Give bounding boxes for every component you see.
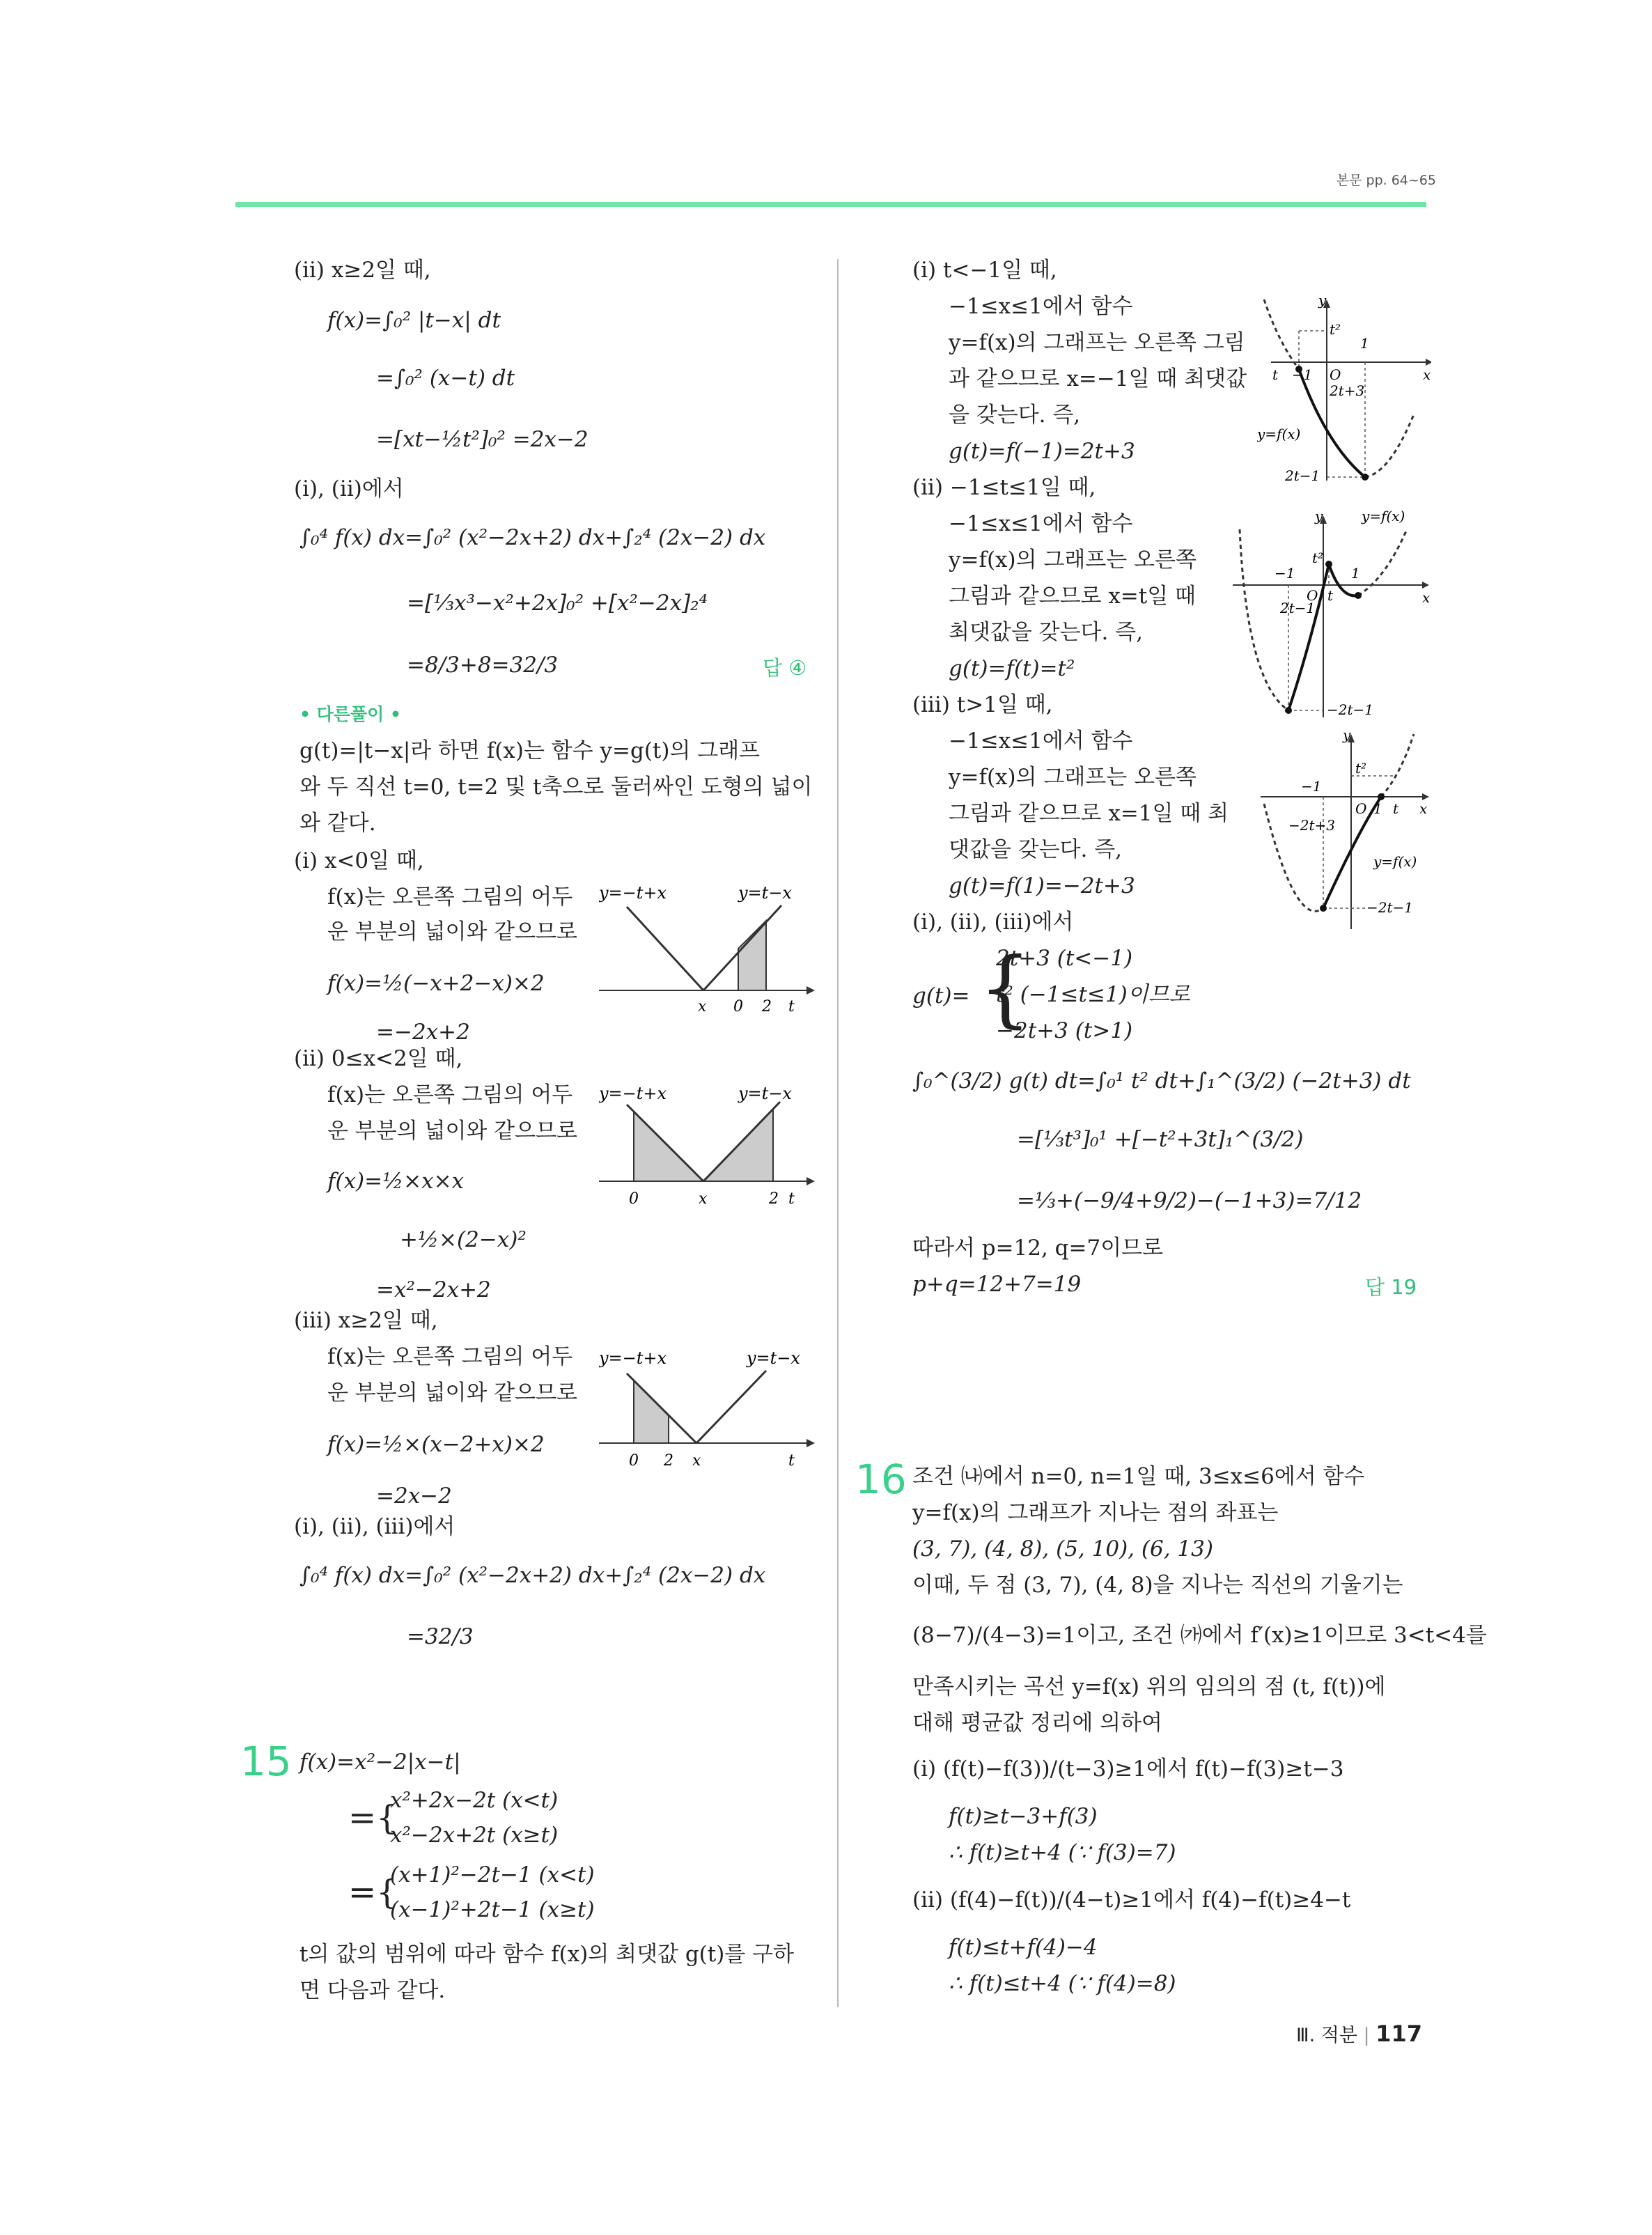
g-integral-3: =⅓+(−9/4+9/2)−(−1+3)=7/12 xyxy=(1017,1188,1362,1213)
p15-brace2: ={ xyxy=(348,1873,398,1912)
alt-case-2-b: 운 부분의 넓이와 같으므로 xyxy=(327,1119,577,1144)
svg-text:2: 2 xyxy=(769,1190,779,1208)
svg-text:t: t xyxy=(788,1190,795,1208)
r-case-3: (iii) t>1일 때, xyxy=(912,692,1053,717)
page-footer: Ⅲ. 적분 | 117 xyxy=(1295,2020,1422,2047)
p16-line6: 만족시키는 곡선 y=f(x) 위의 임의의 점 (t, f(t))에 xyxy=(912,1674,1386,1699)
r-case-3-e: g(t)=f(1)=−2t+3 xyxy=(949,873,1135,898)
p16-line3: (3, 7), (4, 8), (5, 10), (6, 13) xyxy=(912,1536,1213,1562)
alt-case-1-a: f(x)는 오른쪽 그림의 어두 xyxy=(327,885,573,910)
svg-text:t²: t² xyxy=(1355,760,1367,777)
r-case-2: (ii) −1≤t≤1일 때, xyxy=(912,475,1096,500)
case-ii-f: f(x)=∫₀² |t−x| dt xyxy=(327,308,501,333)
p15-line4: (x+1)²−2t−1 (x<t) xyxy=(390,1862,595,1887)
p16-line1: 조건 ㈏에서 n=0, n=1일 때, 3≤x≤6에서 함수 xyxy=(912,1464,1365,1489)
alt-case-2-r: =x²−2x+2 xyxy=(376,1277,491,1302)
svg-text:y=−t+x: y=−t+x xyxy=(599,1348,667,1368)
r-case-2-a: −1≤x≤1에서 함수 xyxy=(949,511,1133,536)
svg-text:y=t−x: y=t−x xyxy=(747,1348,800,1368)
r-case-2-b: y=f(x)의 그래프는 오른쪽 xyxy=(949,547,1197,573)
svg-text:t: t xyxy=(1272,366,1279,383)
alt-case-1-f: f(x)=½(−x+2−x)×2 xyxy=(327,971,545,996)
svg-text:O: O xyxy=(1307,587,1318,604)
alt-case-2-f: f(x)=½×x×x xyxy=(327,1169,465,1194)
case-ii-condition: (ii) x≥2일 때, xyxy=(294,258,431,283)
svg-text:x: x xyxy=(1419,800,1428,817)
graph-r-case-1 xyxy=(1257,293,1431,494)
alt-case-2-a: f(x)는 오른쪽 그림의 어두 xyxy=(327,1082,573,1107)
svg-text:−1: −1 xyxy=(1292,366,1313,383)
p15-line1: f(x)=x²−2|x−t| xyxy=(299,1750,461,1775)
p15-line2: x²+2x−2t (x<t) xyxy=(390,1788,559,1813)
integral-line3: =8/3+8=32/3 xyxy=(407,653,559,678)
p15-brace1: ={ xyxy=(348,1798,398,1837)
p16-line8: (i) (f(t)−f(3))/(t−3)≥1에서 f(t)−f(3)≥t−3 xyxy=(912,1757,1344,1782)
svg-text:−2t−1: −2t−1 xyxy=(1366,899,1414,916)
svg-text:y: y xyxy=(1318,293,1327,309)
column-divider xyxy=(837,259,839,2007)
alt-solution-title: • 다른풀이 • xyxy=(299,704,401,724)
graph-r-case-2 xyxy=(1226,508,1435,724)
svg-text:O: O xyxy=(1355,800,1367,817)
graph-r-case-3 xyxy=(1254,727,1435,936)
g-integral-1: ∫₀^(3/2) g(t) dt=∫₀¹ t² dt+∫₁^(3/2) (−2t+3) dt xyxy=(912,1068,1411,1093)
svg-text:2t−1: 2t−1 xyxy=(1280,600,1316,616)
footer-section: Ⅲ. 적분 xyxy=(1295,2025,1357,2046)
svg-text:y=f(x): y=f(x) xyxy=(1362,508,1405,524)
svg-text:−1: −1 xyxy=(1301,778,1322,795)
p16-line9: f(t)≥t−3+f(3) xyxy=(949,1804,1098,1829)
svg-text:y=t−x: y=t−x xyxy=(738,883,792,903)
alt-case-3-f: f(x)=½×(x−2+x)×2 xyxy=(327,1432,545,1457)
svg-text:t: t xyxy=(1327,587,1334,604)
svg-text:−1: −1 xyxy=(1275,565,1295,582)
answer-badge-2: 답 19 xyxy=(1365,1275,1417,1299)
svg-text:y=−t+x: y=−t+x xyxy=(599,883,667,903)
g-conclusion-2: p+q=12+7=19 xyxy=(912,1272,1082,1297)
svg-text:−2t−1: −2t−1 xyxy=(1327,701,1374,718)
svg-text:t²: t² xyxy=(1312,550,1324,566)
p15-line3: x²−2x+2t (x≥t) xyxy=(390,1823,559,1848)
answer-badge: 답 ④ xyxy=(763,656,807,680)
header-rule xyxy=(235,202,1426,207)
alt-text-2: 와 두 직선 t=0, t=2 및 t축으로 둘러싸인 도형의 넓이 xyxy=(299,774,813,800)
footer-page-number: 117 xyxy=(1376,2020,1422,2047)
svg-text:1: 1 xyxy=(1351,565,1360,582)
integral-line1: ∫₀⁴ f(x) dx=∫₀² (x²−2x+2) dx+∫₂⁴ (2x−2) dx xyxy=(299,525,766,550)
svg-text:1: 1 xyxy=(1373,800,1382,817)
integral-line2: =[⅓x³−x²+2x]₀² +[x²−2x]₂⁴ xyxy=(407,591,708,616)
graph-alt-case-1 xyxy=(599,879,815,1018)
svg-text:−2t+3: −2t+3 xyxy=(1288,817,1336,834)
r-case-2-d: 최댓값을 갖는다. 즉, xyxy=(949,620,1143,645)
svg-text:x: x xyxy=(698,998,707,1015)
svg-text:x: x xyxy=(692,1452,701,1470)
svg-text:2: 2 xyxy=(664,1452,673,1470)
p16-line11: (ii) (f(4)−f(t))/(4−t)≥1에서 f(4)−f(t)≥4−t xyxy=(912,1887,1351,1913)
r-case-1-b: y=f(x)의 그래프는 오른쪽 그림 xyxy=(949,330,1245,355)
p16-line4: 이때, 두 점 (3, 7), (4, 8)을 지나는 직선의 기울기는 xyxy=(912,1573,1403,1598)
svg-text:O: O xyxy=(1330,366,1341,383)
svg-text:2t−1: 2t−1 xyxy=(1285,467,1320,484)
g-def-brace: { xyxy=(979,940,1032,1037)
problem-number-16: 16 xyxy=(855,1456,907,1503)
p16-line2: y=f(x)의 그래프가 지나는 점의 좌표는 xyxy=(912,1500,1279,1525)
svg-text:2t+3: 2t+3 xyxy=(1330,382,1365,399)
p16-line10: ∴ f(t)≥t+4 (∵ f(3)=7) xyxy=(949,1840,1176,1865)
svg-text:0: 0 xyxy=(629,1452,639,1470)
svg-text:y: y xyxy=(1343,727,1351,743)
r-case-1-e: g(t)=f(−1)=2t+3 xyxy=(949,439,1135,464)
alt-case-3: (iii) x≥2일 때, xyxy=(294,1308,438,1333)
p16-line5: (8−7)/(4−3)=1이고, 조건 ㈎에서 f′(x)≥1이므로 3<t<4를 xyxy=(912,1623,1487,1648)
r-case-1-c: 과 같으므로 x=−1일 때 최댓값 xyxy=(949,366,1247,391)
r-case-2-e: g(t)=f(t)=t² xyxy=(949,656,1075,681)
p16-line7: 대해 평균값 정리에 의하여 xyxy=(912,1711,1162,1736)
g-def-lhs: g(t)= xyxy=(912,983,970,1009)
svg-text:0: 0 xyxy=(733,998,743,1015)
r-case-3-b: y=f(x)의 그래프는 오른쪽 xyxy=(949,765,1197,790)
svg-text:1: 1 xyxy=(1360,335,1369,352)
svg-text:y=f(x): y=f(x) xyxy=(1373,853,1417,870)
alt-case-3-b: 운 부분의 넓이와 같으므로 xyxy=(327,1380,577,1405)
svg-text:t: t xyxy=(1393,800,1399,817)
r-case-2-c: 그림과 같으므로 x=t일 때 xyxy=(949,584,1196,609)
alt-case-3-r: =2x−2 xyxy=(376,1483,452,1509)
g-def-case3: −2t+3 (t>1) xyxy=(996,1018,1133,1043)
alt-case-2: (ii) 0≤x<2일 때, xyxy=(294,1046,463,1071)
graph-alt-case-3 xyxy=(599,1346,815,1485)
svg-text:x: x xyxy=(1422,589,1431,606)
g-conclusion-1: 따라서 p=12, q=7이므로 xyxy=(912,1236,1164,1261)
alt-case-3-a: f(x)는 오른쪽 그림의 어두 xyxy=(327,1344,573,1369)
problem-number-15: 15 xyxy=(240,1738,292,1785)
alt-integral-line1: ∫₀⁴ f(x) dx=∫₀² (x²−2x+2) dx+∫₂⁴ (2x−2) dx xyxy=(299,1563,766,1588)
r-case-1-a: −1≤x≤1에서 함수 xyxy=(949,294,1133,319)
cases-summary: (i), (ii)에서 xyxy=(294,476,404,501)
r-case-1: (i) t<−1일 때, xyxy=(912,258,1057,283)
alt-text-1: g(t)=|t−x|라 하면 f(x)는 함수 y=g(t)의 그래프 xyxy=(299,738,761,763)
alt-cases-summary: (i), (ii), (iii)에서 xyxy=(294,1514,455,1539)
svg-text:x: x xyxy=(1423,366,1431,383)
g-def-case2: t² (−1≤t≤1)이므로 xyxy=(996,982,1190,1007)
g-integral-2: =[⅓t³]₀¹ +[−t²+3t]₁^(3/2) xyxy=(1017,1127,1304,1152)
p16-line12: f(t)≤t+f(4)−4 xyxy=(949,1935,1098,1960)
svg-text:y: y xyxy=(1315,508,1323,524)
p15-line6: t의 값의 범위에 따라 함수 f(x)의 최댓값 g(t)를 구하 xyxy=(299,1942,795,1967)
svg-text:y=−t+x: y=−t+x xyxy=(599,1084,667,1103)
alt-case-1-r: =−2x+2 xyxy=(376,1020,470,1045)
svg-text:t²: t² xyxy=(1330,321,1341,338)
graph-alt-case-2 xyxy=(599,1084,815,1223)
svg-text:y=t−x: y=t−x xyxy=(738,1084,792,1103)
alt-case-1: (i) x<0일 때, xyxy=(294,848,424,873)
p15-line7: 면 다음과 같다. xyxy=(299,1978,446,2003)
alt-text-3: 와 같다. xyxy=(299,811,376,836)
svg-text:t: t xyxy=(788,998,795,1015)
r-case-3-c: 그림과 같으므로 x=1일 때 최 xyxy=(949,801,1229,826)
svg-text:t: t xyxy=(788,1452,795,1470)
case-ii-step2: =[xt−½t²]₀² =2x−2 xyxy=(376,427,589,452)
r-cases-summary: (i), (ii), (iii)에서 xyxy=(912,910,1074,935)
p15-line5: (x−1)²+2t−1 (x≥t) xyxy=(390,1897,595,1922)
g-def-case1: 2t+3 (t<−1) xyxy=(996,946,1133,971)
alt-case-1-b: 운 부분의 넓이와 같으므로 xyxy=(327,919,577,944)
r-case-3-a: −1≤x≤1에서 함수 xyxy=(949,729,1133,754)
svg-text:x: x xyxy=(699,1190,708,1208)
r-case-1-d: 을 갖는다. 즉, xyxy=(949,403,1081,428)
alt-integral-line2: =32/3 xyxy=(407,1624,474,1649)
svg-text:0: 0 xyxy=(629,1190,639,1208)
p16-line13: ∴ f(t)≤t+4 (∵ f(4)=8) xyxy=(949,1971,1176,1996)
svg-text:2: 2 xyxy=(762,998,772,1015)
r-case-3-d: 댓값을 갖는다. 즉, xyxy=(949,837,1123,862)
case-ii-step1: =∫₀² (x−t) dt xyxy=(376,366,515,391)
page-reference: 본문 pp. 64~65 xyxy=(1336,173,1436,188)
svg-text:y=f(x): y=f(x) xyxy=(1257,426,1301,442)
alt-case-2-g: +½×(2−x)² xyxy=(400,1227,527,1252)
